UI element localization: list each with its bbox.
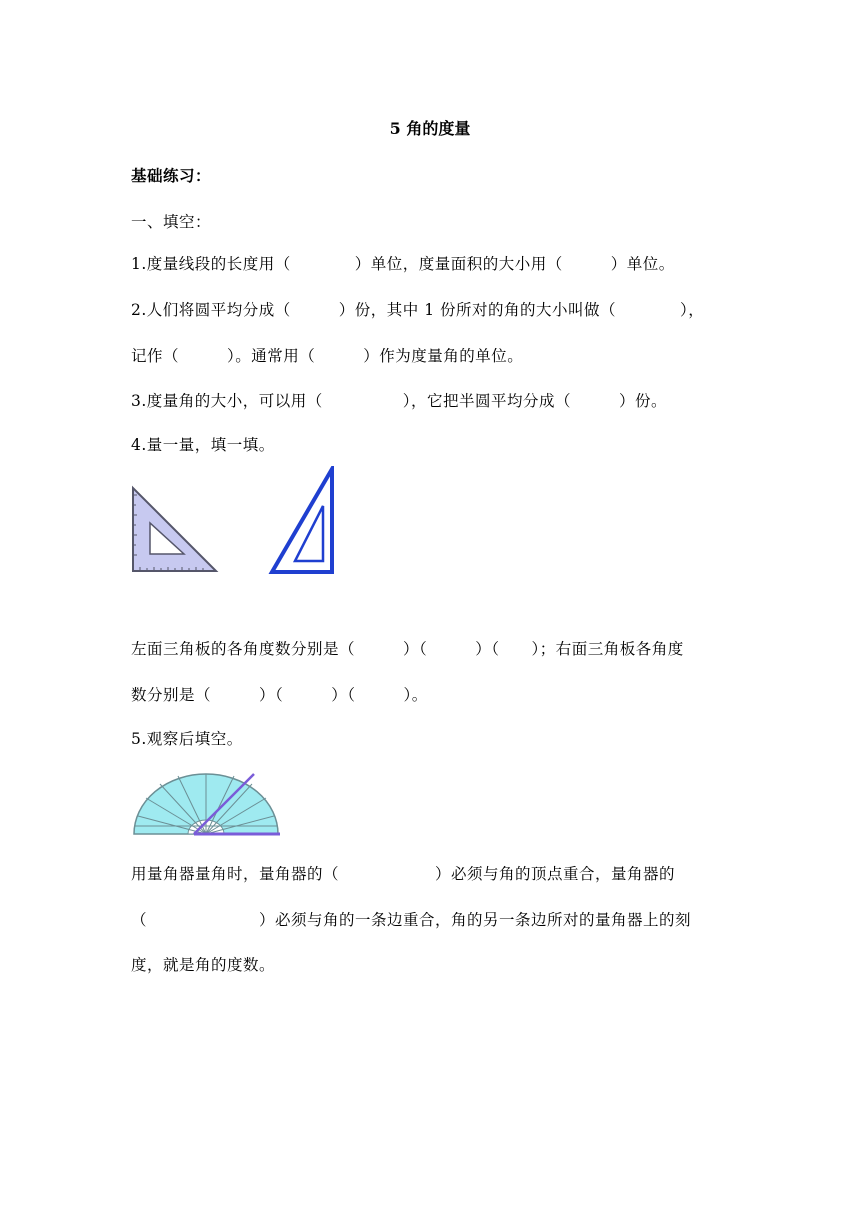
question-2-line-1: 2.人们将圆平均分成（ ）份，其中 1 份所对的角的大小叫做（ ）， [131, 301, 705, 319]
protractor-image [128, 768, 284, 840]
question-4: 4.量一量，填一填。 [131, 436, 275, 454]
question-4-line-1: 左面三角板的各角度数分别是（ ）（ ）（ ）；右面三角板各角度 [131, 640, 684, 658]
question-2-line-2: 记作（ ）。通常用（ ）作为度量角的单位。 [131, 347, 524, 365]
question-5-line-3: 度，就是角的度数。 [131, 956, 276, 974]
page-title: 5 角的度量 [389, 119, 471, 138]
question-5: 5.观察后填空。 [131, 730, 243, 748]
question-3: 3.度量角的大小，可以用（ ），它把半圆平均分成（ ）份。 [131, 392, 668, 410]
section-heading: 基础练习： [131, 166, 212, 185]
question-5-line-1: 用量角器量角时，量角器的（ ）必须与角的顶点重合，量角器的 [131, 865, 676, 883]
left-set-square-image [130, 485, 220, 575]
question-1: 1.度量线段的长度用（ ）单位，度量面积的大小用（ ）单位。 [131, 255, 675, 273]
part-heading: 一、填空： [131, 213, 212, 231]
question-5-line-2: （ ）必须与角的一条边重合，角的另一条边所对的量角器上的刻 [131, 911, 692, 929]
question-4-line-2: 数分别是（ ）（ ）（ ）。 [131, 686, 428, 704]
right-set-square-image [268, 466, 338, 576]
